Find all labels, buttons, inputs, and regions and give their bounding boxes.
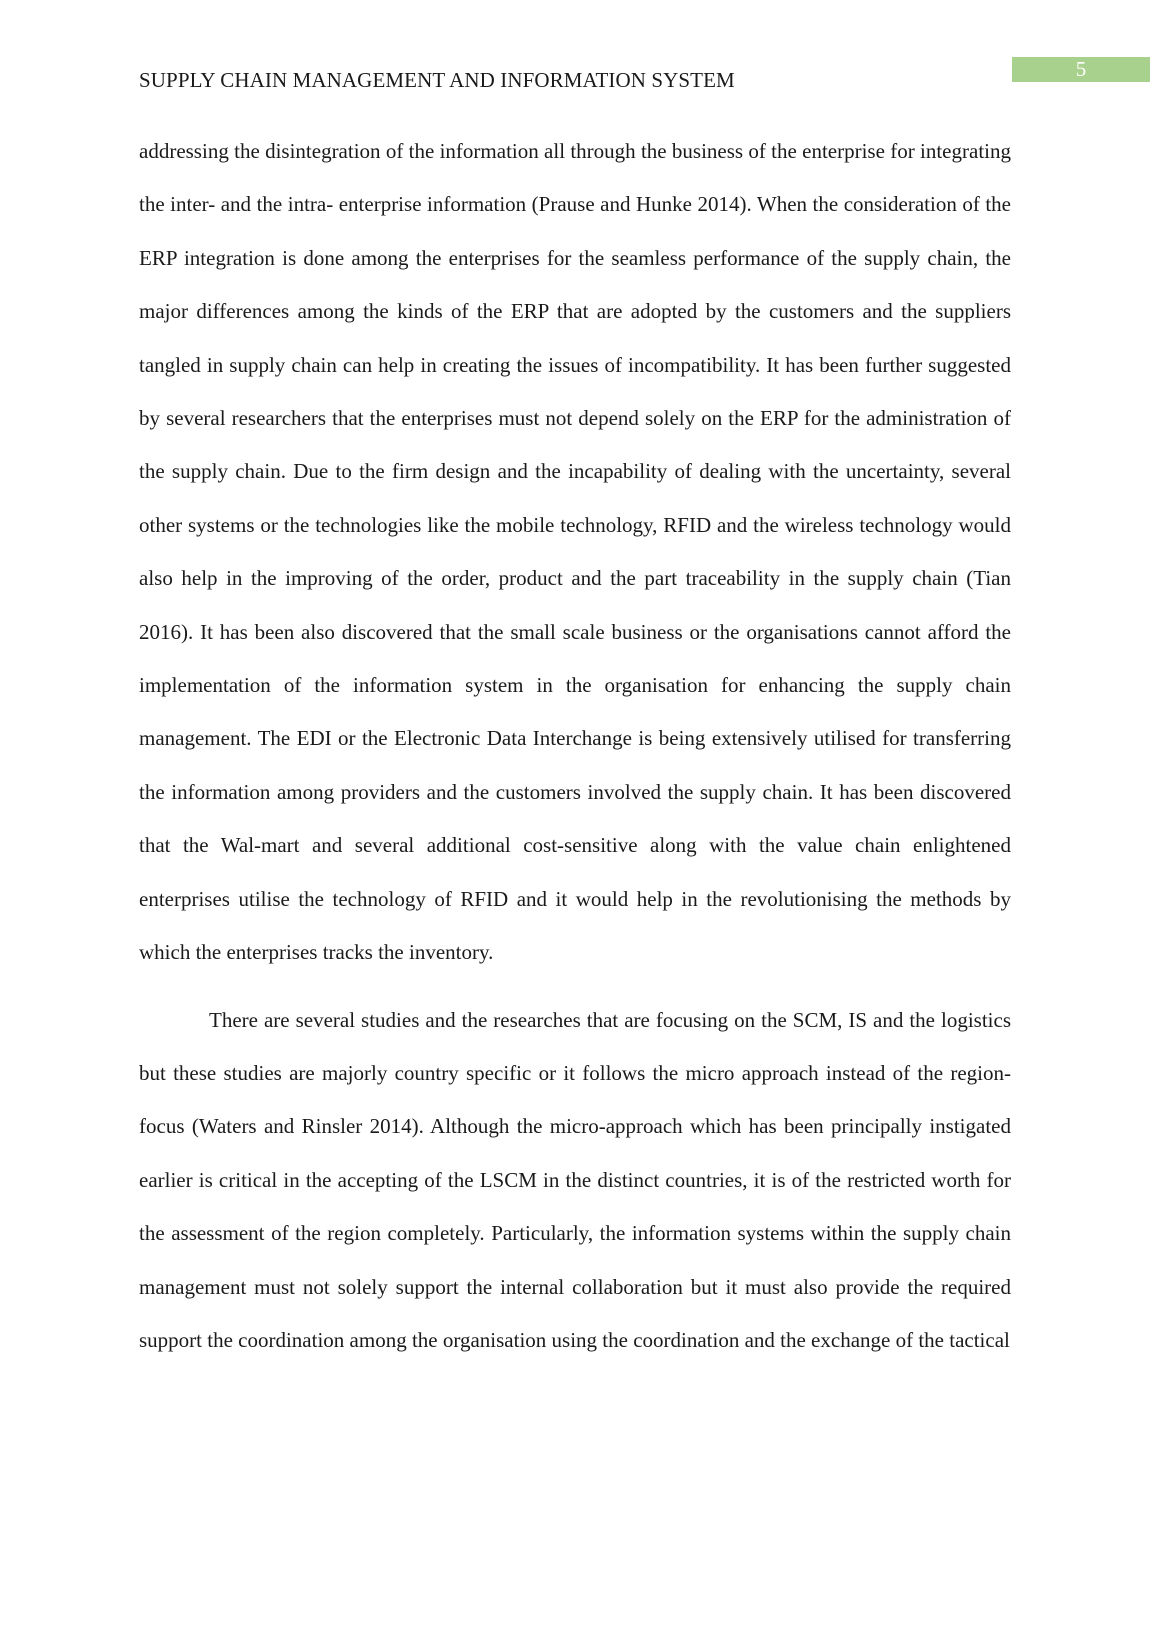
page-number-badge: 5 <box>1012 57 1150 82</box>
document-body <box>139 125 1011 1367</box>
body-paragraph-1: addressing the disintegration of the information all through the business of the enterprise for integrating the inter- and the intra- enterprise information (Prause and Hunke 2014). When the consideration of the ERP integration is done among the enterprises for the seamless performance of the supply chain, the major differences among the kinds of the ERP that are adopted by the customers and the suppliers tangled in supply chain can help in creating the issues of incompatibility. It has been further suggested by several researchers that the enterprises must not depend solely on the ERP for the administration of the supply chain. Due to the firm design and the incapability of dealing with the uncertainty, several other systems or the technologies like the mobile technology, RFID and the wireless technology would also help in the improving of the order, product and the part traceability in the supply chain (Tian 2016). It has been also discovered that the small scale business or the organisations cannot afford the implementation of the information system in the organisation for enhancing the supply chain management. The EDI or the Electronic Data Interchange is being extensively utilised for transferring the information among providers and the customers involved the supply chain. It has been discovered that the Wal-mart and several additional cost-sensitive along with the value chain enlightened enterprises utilise the technology of RFID and it would help in the revolutionising the methods by which the enterprises tracks the inventory. <box>139 139 1011 965</box>
body-paragraph-2: There are several studies and the researches that are focusing on the SCM, IS and the logistics but these studies are majorly country specific or it follows the micro approach instead of the region-focus (Waters and Rinsler 2014). Although the micro-approach which has been principally instigated earlier is critical in the accepting of the LSCM in the distinct countries, it is of the restricted worth for the assessment of the region completely. Particularly, the information systems within the supply chain management must not solely support the internal collaboration but it must also provide the required support the coordination among the organisation using the coordination and the exchange of the tactical <box>139 1007 1011 1352</box>
running-head-title: SUPPLY CHAIN MANAGEMENT AND INFORMATION SYSTEM <box>139 68 735 92</box>
